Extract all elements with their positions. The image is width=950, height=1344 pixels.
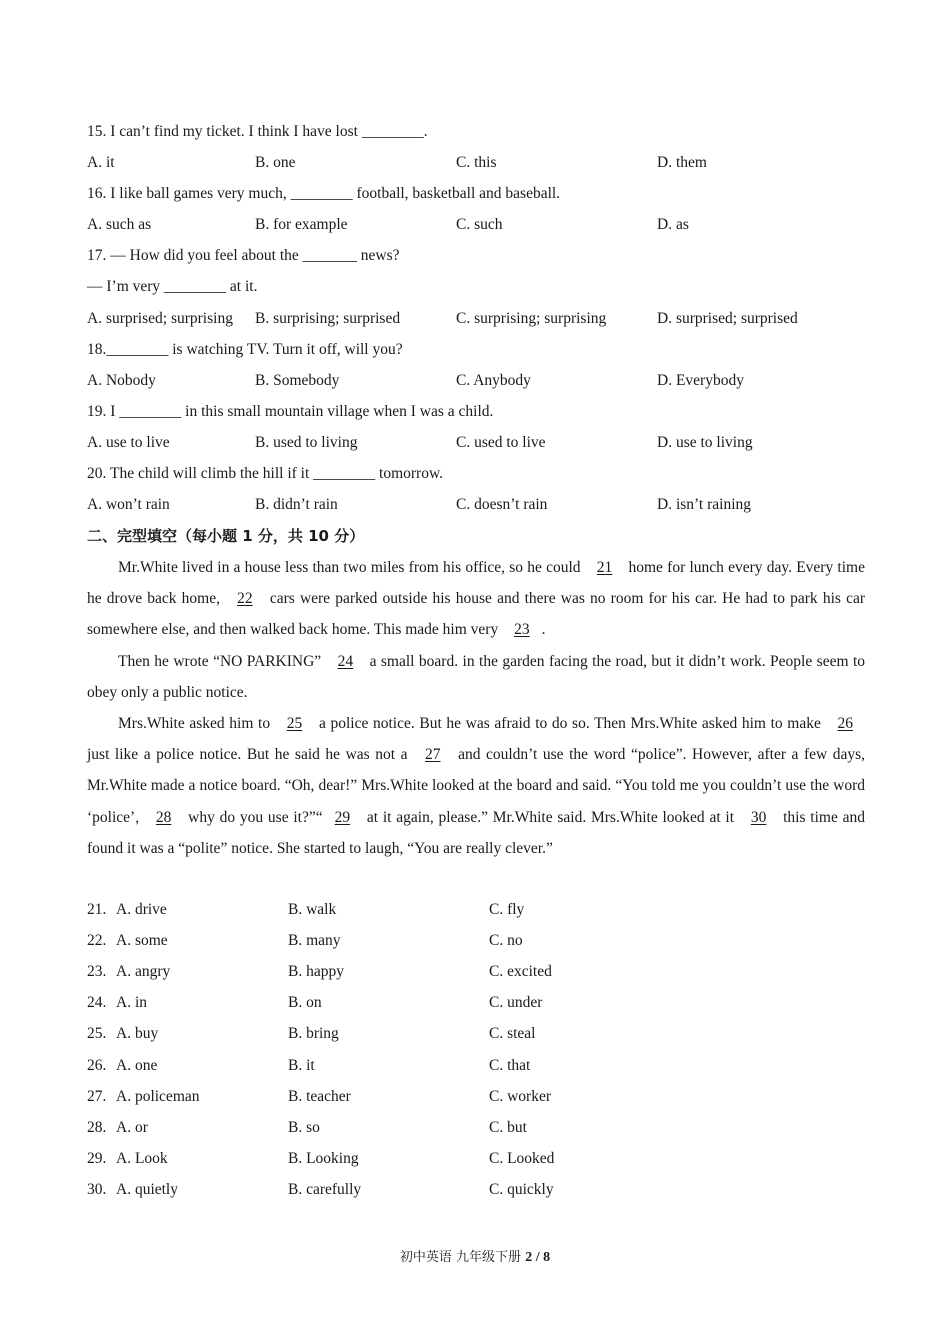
cloze-number: 26. bbox=[87, 1056, 107, 1074]
option-15-a: A. it bbox=[87, 154, 115, 171]
blank-29: 29 bbox=[334, 808, 351, 826]
cloze-option-c: C. excited bbox=[489, 963, 552, 981]
question-17-stem-2: — I’m very ________ at it. bbox=[87, 278, 258, 295]
cloze-number: 21. bbox=[87, 901, 107, 918]
page-number: 2 bbox=[525, 1250, 533, 1265]
option-20-b: B. didn’t rain bbox=[255, 496, 338, 513]
page-footer: 初中英语 九年级下册 2 / 8 bbox=[399, 1250, 551, 1265]
cloze-option-b: B. bring bbox=[288, 1025, 339, 1043]
option-15-d: D. them bbox=[657, 154, 707, 171]
cloze-option-a: A. drive bbox=[116, 901, 167, 918]
cloze-option-c: C. Looked bbox=[489, 1149, 555, 1167]
cloze-option-c: C. no bbox=[489, 932, 523, 950]
cloze-option-b: B. it bbox=[288, 1056, 315, 1074]
option-15-b: B. one bbox=[255, 154, 296, 171]
passage-paragraph-3: Mrs.White asked him to 25 a police notice. But he was afraid to do so. Then Mrs.White asked him to make 26 just like a police notice. But he said he was not a 27 and couldn’t use the word “police”. However, after a few days, Mr.White made a notice board. “Oh, dear!” Mrs.White looked at the board and said. “You told me you couldn’t use the word ‘police’, 28 why do you use it?”“ 29 at it again, please.” Mr.White said. Mrs.White looked at it 30 this time and found it was a “polite” notice. She started to laugh, “You are really clever.” bbox=[87, 715, 866, 857]
cloze-option-a: A. policeman bbox=[116, 1087, 200, 1105]
blank-26: 26 bbox=[837, 715, 854, 733]
option-16-d: D. as bbox=[657, 216, 689, 233]
question-16-stem: 16. I like ball games very much, ________ football, basketball and baseball. bbox=[87, 185, 561, 202]
option-16-a: A. such as bbox=[87, 216, 152, 233]
option-18-a: A. Nobody bbox=[87, 372, 156, 389]
question-18-stem: 18.________ is watching TV. Turn it off, will you? bbox=[87, 341, 403, 358]
cloze-option-b: B. carefully bbox=[288, 1180, 362, 1198]
cloze-option-c: C. under bbox=[489, 994, 543, 1012]
question-19-stem: 19. I ________ in this small mountain village when I was a child. bbox=[87, 403, 494, 420]
cloze-option-c: C. fly bbox=[489, 901, 525, 918]
option-16-c: C. such bbox=[456, 216, 503, 233]
blank-21: 21 bbox=[596, 559, 613, 576]
section-title: 二、完型填空（每小题 1 分，共 10 分） bbox=[87, 527, 365, 545]
option-18-c: C. Anybody bbox=[456, 372, 531, 389]
cloze-number: 28. bbox=[87, 1118, 107, 1136]
option-19-c: C. used to live bbox=[456, 434, 546, 451]
cloze-option-c: C. but bbox=[489, 1118, 527, 1136]
cloze-option-b: B. many bbox=[288, 932, 341, 950]
option-18-d: D. Everybody bbox=[657, 372, 744, 389]
option-20-d: D. isn’t raining bbox=[657, 496, 751, 513]
option-17-b: B. surprising; surprised bbox=[255, 310, 401, 327]
cloze-option-a: A. Look bbox=[116, 1149, 168, 1167]
cloze-option-a: A. angry bbox=[116, 963, 171, 981]
cloze-option-b: B. so bbox=[288, 1118, 320, 1136]
option-17-d: D. surprised; surprised bbox=[657, 310, 798, 327]
option-20-c: C. doesn’t rain bbox=[456, 496, 548, 513]
cloze-number: 25. bbox=[87, 1025, 107, 1043]
blank-23: 23 bbox=[514, 621, 530, 639]
cloze-option-c: C. steal bbox=[489, 1025, 536, 1043]
cloze-option-c: C. worker bbox=[489, 1087, 551, 1105]
cloze-option-c: C. that bbox=[489, 1056, 531, 1074]
footer-label: 初中英语 九年级下册 bbox=[399, 1250, 522, 1265]
blank-30: 30 bbox=[750, 808, 767, 826]
question-17-stem: 17. — How did you feel about the _______ news? bbox=[87, 247, 400, 264]
cloze-option-b: B. walk bbox=[288, 901, 337, 918]
option-20-a: A. won’t rain bbox=[87, 496, 170, 513]
blank-24: 24 bbox=[337, 652, 354, 670]
option-18-b: B. Somebody bbox=[255, 372, 340, 389]
cloze-number: 27. bbox=[87, 1087, 107, 1105]
option-15-c: C. this bbox=[456, 154, 497, 171]
cloze-option-a: A. in bbox=[116, 994, 147, 1012]
option-17-c: C. surprising; surprising bbox=[456, 310, 607, 327]
option-19-b: B. used to living bbox=[255, 434, 358, 451]
blank-28: 28 bbox=[155, 808, 172, 826]
option-19-d: D. use to living bbox=[657, 434, 753, 451]
cloze-option-a: A. quietly bbox=[116, 1180, 178, 1198]
page-total: 8 bbox=[543, 1250, 551, 1265]
cloze-option-b: B. Looking bbox=[288, 1149, 359, 1167]
passage-paragraph-2: Then he wrote “NO PARKING” 24 a small board. in the garden facing the road, but it didn’t work. People seem to obey only a public notice. bbox=[87, 652, 866, 701]
cloze-option-b: B. happy bbox=[288, 963, 344, 981]
cloze-number: 22. bbox=[87, 932, 107, 950]
option-16-b: B. for example bbox=[255, 216, 348, 233]
passage-paragraph-1: Mr.White lived in a house less than two miles from his office, so he could 21 home for lunch every day. Every time he drove back home, 22 cars were parked outside his house and there was no room for his car. He had to park his car somewhere else, and then walked back home. This made him very 23 . bbox=[87, 559, 866, 639]
cloze-option-c: C. quickly bbox=[489, 1180, 554, 1198]
cloze-option-a: A. some bbox=[116, 932, 168, 950]
blank-22: 22 bbox=[237, 590, 253, 608]
cloze-number: 24. bbox=[87, 994, 107, 1012]
cloze-option-b: B. teacher bbox=[288, 1087, 351, 1105]
cloze-number: 29. bbox=[87, 1149, 107, 1167]
cloze-number: 23. bbox=[87, 963, 107, 981]
option-17-a: A. surprised; surprising bbox=[87, 310, 233, 327]
question-15-stem: 15. I can’t find my ticket. I think I have lost ________. bbox=[87, 123, 428, 140]
cloze-option-a: A. buy bbox=[116, 1025, 159, 1043]
cloze-passage bbox=[87, 552, 865, 864]
option-19-a: A. use to live bbox=[87, 434, 170, 451]
blank-27: 27 bbox=[425, 746, 441, 764]
cloze-option-a: A. one bbox=[116, 1056, 158, 1074]
question-20-stem: 20. The child will climb the hill if it ________ tomorrow. bbox=[87, 465, 444, 482]
cloze-option-b: B. on bbox=[288, 994, 322, 1012]
blank-25: 25 bbox=[286, 715, 303, 733]
cloze-option-a: A. or bbox=[116, 1118, 148, 1136]
cloze-number: 30. bbox=[87, 1180, 107, 1198]
